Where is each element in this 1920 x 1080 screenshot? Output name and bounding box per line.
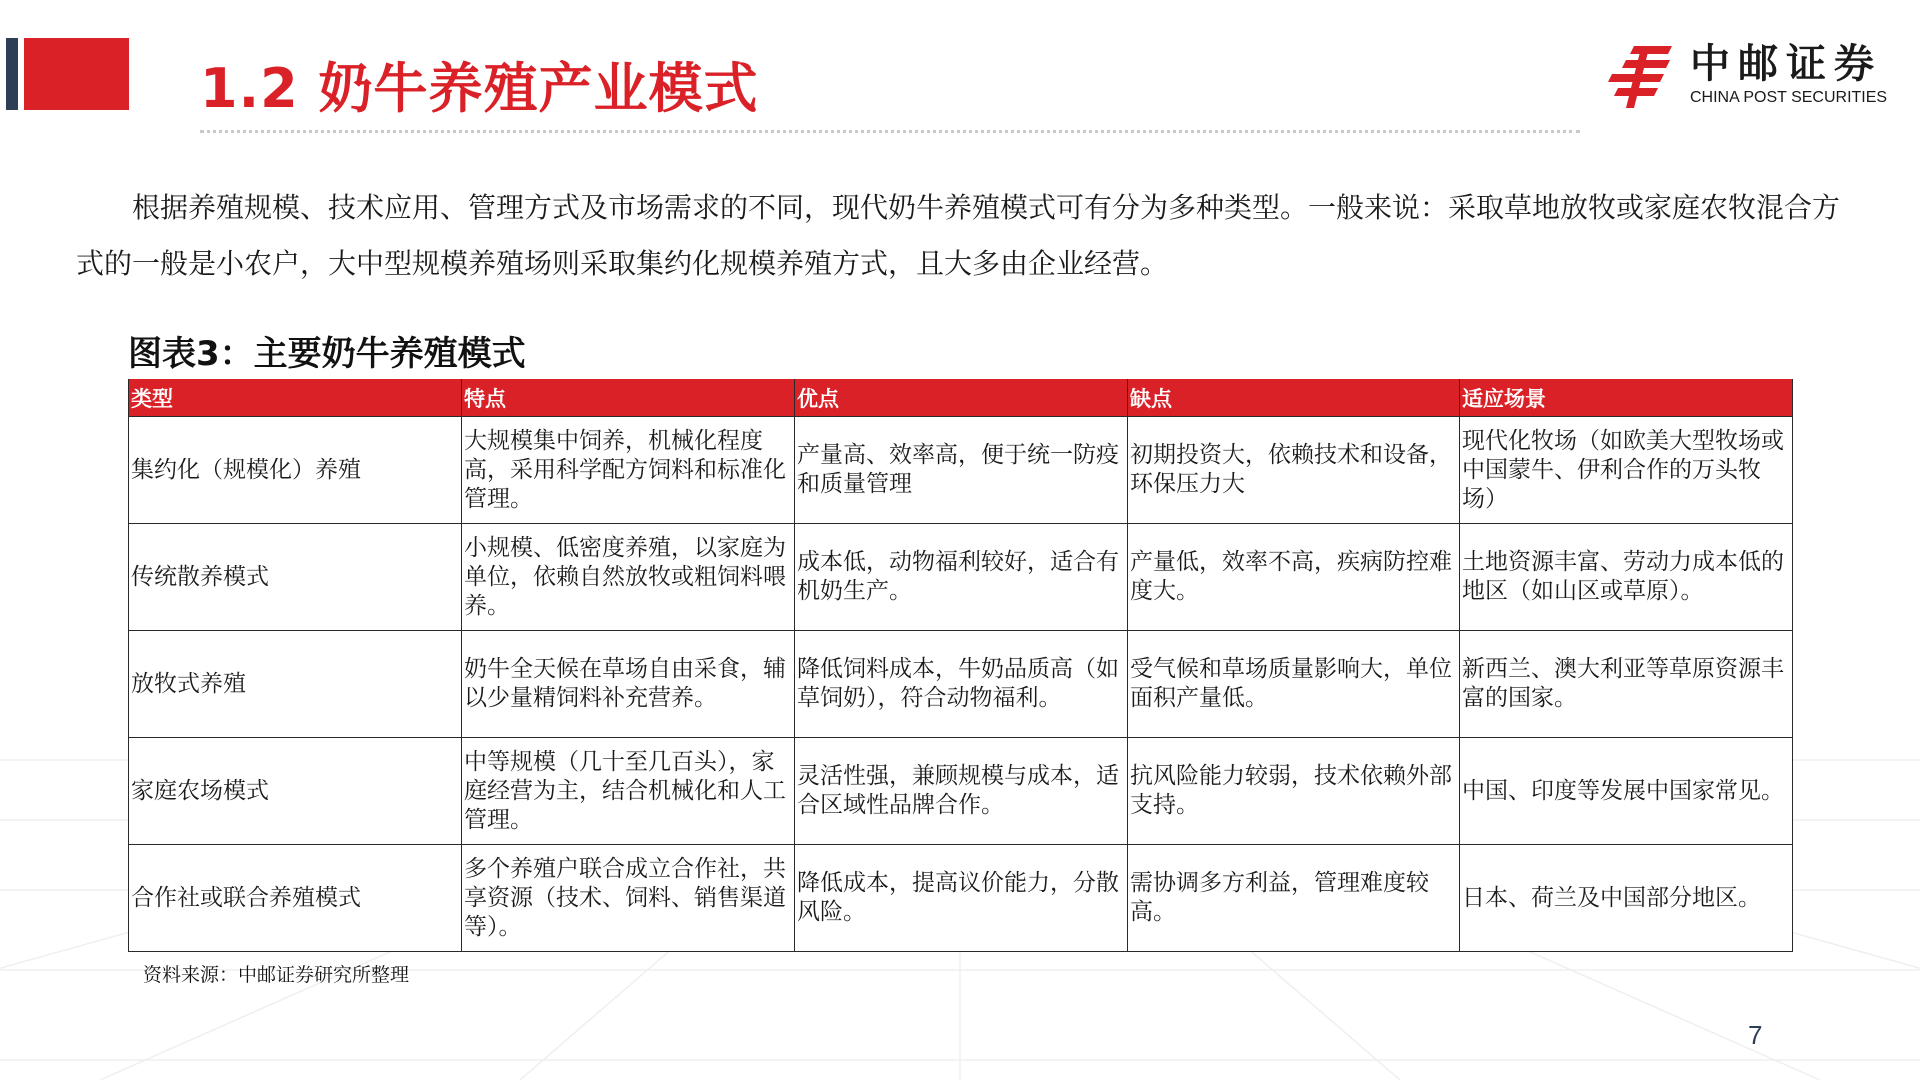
header-accent-bar-red (24, 38, 129, 110)
column-header-disadvantages: 缺点 (1128, 379, 1460, 417)
column-header-scenarios: 适应场景 (1460, 379, 1793, 417)
table-cell: 中国、印度等发展中国家常见。 (1460, 738, 1793, 845)
header-accent-bar-navy (6, 38, 18, 110)
table-cell: 产量低，效率不高，疾病防控难度大。 (1128, 524, 1460, 631)
intro-paragraph: 根据养殖规模、技术应用、管理方式及市场需求的不同，现代奶牛养殖模式可有分为多种类型。一般来说：采取草地放牧或家庭农牧混合方式的一般是小农户，大中型规模养殖场则采取集约化规模养殖方式，且大多由企业经营。 (76, 191, 1841, 280)
table-cell: 成本低，动物福利较好，适合有机奶生产。 (795, 524, 1128, 631)
table-cell: 合作社或联合养殖模式 (129, 845, 462, 952)
column-header-advantages: 优点 (795, 379, 1128, 417)
table-cell: 土地资源丰富、劳动力成本低的地区（如山区或草原）。 (1460, 524, 1793, 631)
table-row (129, 417, 1793, 524)
column-header-features: 特点 (462, 379, 795, 417)
table-cell: 家庭农场模式 (129, 738, 462, 845)
title-divider (200, 130, 1580, 133)
table-cell: 小规模、低密度养殖，以家庭为单位，依赖自然放牧或粗饲料喂养。 (462, 524, 795, 631)
table-cell: 初期投资大，依赖技术和设备，环保压力大 (1128, 417, 1460, 524)
table-cell: 新西兰、澳大利亚等草原资源丰富的国家。 (1460, 631, 1793, 738)
brand-logo (1604, 40, 1904, 112)
china-post-logo-icon (1604, 42, 1674, 110)
table-cell: 多个养殖户联合成立合作社，共享资源（技术、饲料、销售渠道等）。 (462, 845, 795, 952)
table-title: 图表3：主要奶牛养殖模式 (128, 334, 526, 374)
brand-name-en: CHINA POST SECURITIES (1690, 89, 1888, 106)
table-cell: 受气候和草场质量影响大，单位面积产量低。 (1128, 631, 1460, 738)
table-cell: 需协调多方利益，管理难度较高。 (1128, 845, 1460, 952)
table-cell: 奶牛全天候在草场自由采食，辅以少量精饲料补充营养。 (462, 631, 795, 738)
table-row (129, 738, 1793, 845)
farming-modes-table (128, 379, 1793, 952)
table-cell: 中等规模（几十至几百头），家庭经营为主，结合机械化和人工管理。 (462, 738, 795, 845)
column-header-type: 类型 (129, 379, 462, 417)
page-number: 7 (1748, 1020, 1763, 1050)
table-cell: 集约化（规模化）养殖 (129, 417, 462, 524)
brand-name-cn: 中邮证券 (1690, 41, 1882, 87)
source-note: 资料来源：中邮证券研究所整理 (143, 964, 410, 986)
table-cell: 灵活性强，兼顾规模与成本，适合区域性品牌合作。 (795, 738, 1128, 845)
table-cell: 现代化牧场（如欧美大型牧场或中国蒙牛、伊利合作的万头牧场） (1460, 417, 1793, 524)
table-cell: 抗风险能力较弱，技术依赖外部支持。 (1128, 738, 1460, 845)
table-cell: 降低成本，提高议价能力，分散风险。 (795, 845, 1128, 952)
table-row (129, 524, 1793, 631)
page-title: 1.2 奶牛养殖产业模式 (200, 57, 759, 120)
table-row (129, 845, 1793, 952)
table-header-row (129, 379, 1793, 417)
table-cell: 产量高、效率高，便于统一防疫和质量管理 (795, 417, 1128, 524)
table-cell: 日本、荷兰及中国部分地区。 (1460, 845, 1793, 952)
table-cell: 大规模集中饲养，机械化程度高，采用科学配方饲料和标准化管理。 (462, 417, 795, 524)
table-cell: 传统散养模式 (129, 524, 462, 631)
table-cell: 降低饲料成本，牛奶品质高（如草饲奶），符合动物福利。 (795, 631, 1128, 738)
table-cell: 放牧式养殖 (129, 631, 462, 738)
table-row (129, 631, 1793, 738)
